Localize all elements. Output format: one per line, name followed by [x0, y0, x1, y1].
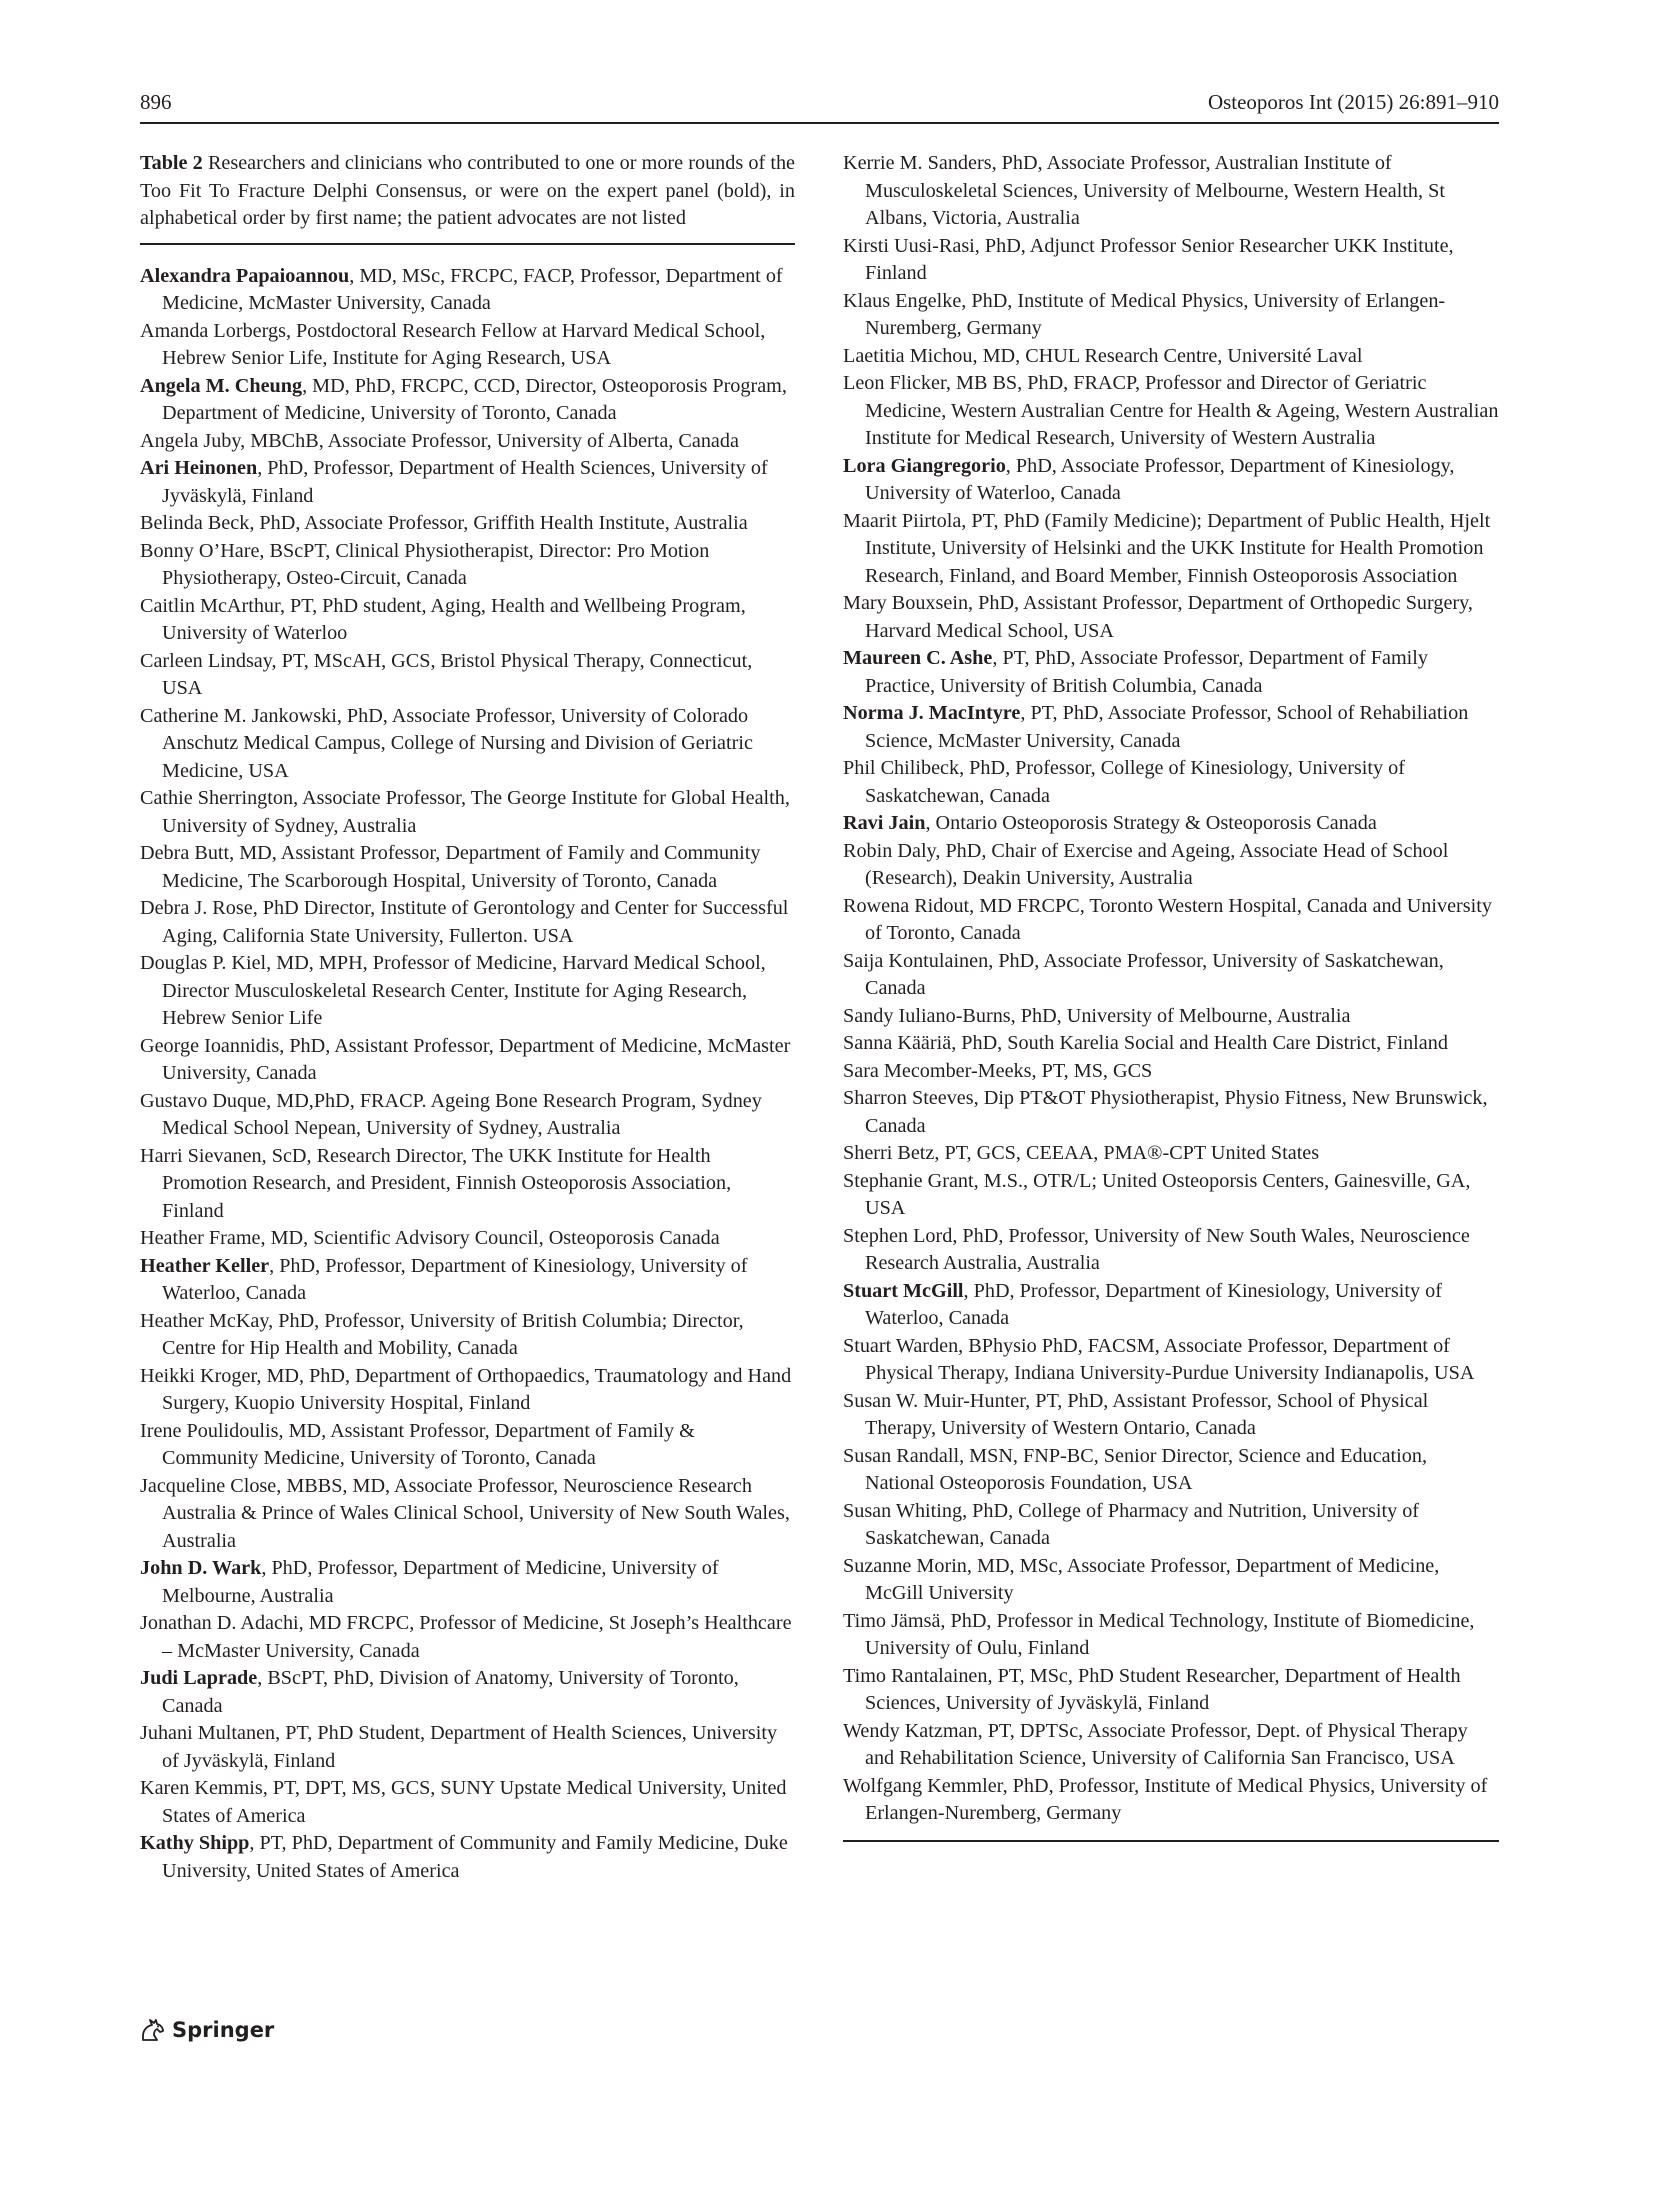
- contributor-details: , PT, MS, GCS: [1031, 1059, 1153, 1082]
- contributor-details: , PhD, Institute of Medical Physics, University of Erlangen-Nuremberg, Germany: [865, 289, 1446, 339]
- contributor-details: , MD FRCPC, Professor of Medicine, St Joseph’s Healthcare – McMaster University, Canada: [162, 1612, 792, 1662]
- contributor-entry: [140, 1033, 795, 1088]
- table-label: Table 2: [140, 152, 203, 174]
- contributor-details: , MD, PhD, Department of Orthopaedics, Traumatology and Hand Surgery, Kuopio University Hospital, Finland: [162, 1364, 792, 1414]
- contributor-details: , PhD, Adjunct Professor Senior Researcher UKK Institute, Finland: [865, 234, 1454, 284]
- contributor-name: Heather Keller: [140, 1254, 270, 1277]
- contributor-name: Belinda Beck: [140, 512, 250, 534]
- contributor-entry: [843, 1003, 1499, 1031]
- contributor-name: Kerrie M. Sanders: [843, 152, 992, 174]
- contributor-entry: [140, 428, 795, 456]
- contributor-details: , PhD, Associate Professor, Griffith Health Institute, Australia: [249, 512, 748, 534]
- contributor-entry: [140, 455, 795, 510]
- contributor-entry: [843, 700, 1499, 755]
- contributor-entry: [843, 1718, 1499, 1773]
- contributor-details: , PhD, South Karelia Social and Health Care District, Finland: [951, 1032, 1448, 1054]
- contributor-name: Jonathan D. Adachi: [140, 1612, 299, 1634]
- publisher-footer: [140, 2017, 274, 2043]
- contributor-name: Heikki Kroger: [140, 1364, 257, 1387]
- contributor-entry: [843, 755, 1499, 810]
- contributor-name: Sharron Steeves: [843, 1087, 974, 1109]
- contributor-entry: [140, 1225, 795, 1253]
- right-column: [843, 150, 1499, 1842]
- table-end-rule: [843, 1840, 1499, 1842]
- contributor-entry: [843, 1333, 1499, 1388]
- contributor-details: , MB BS, PhD, FRACP, Professor and Director of Geriatric Medicine, Western Australian Centre for Health & Ageing, Western Australian Institute for Medical Research, University of Western Australia: [865, 372, 1499, 449]
- contributor-details: , MD, Scientific Advisory Council, Osteoporosis Canada: [260, 1227, 720, 1249]
- contributor-details: , PhD, Associate Professor, Department of Kinesiology, University of Waterloo, Canada: [865, 454, 1455, 504]
- contributor-entry: [140, 318, 795, 373]
- contributor-details: , MD, PhD, FRCPC, CCD, Director, Osteoporosis Program, Department of Medicine, University of Toronto, Canada: [162, 374, 787, 424]
- contributor-entry: [843, 645, 1499, 700]
- contributor-entry: [843, 838, 1499, 893]
- journal-reference: Osteoporos Int (2015) 26:891–910: [1207, 90, 1499, 114]
- contributor-name: Ari Heinonen: [140, 457, 258, 479]
- contributor-entry: [140, 263, 795, 318]
- contributor-name: Maureen C. Ashe: [843, 647, 993, 669]
- contributor-name: Susan W. Muir-Hunter: [843, 1389, 1026, 1412]
- contributor-details: , MBChB, Associate Professor, University of Alberta, Canada: [240, 429, 739, 452]
- contributor-entry: [140, 1720, 795, 1775]
- contributor-entry: [140, 1418, 795, 1473]
- contributor-name: Stuart Warden: [843, 1334, 959, 1357]
- contributor-name: Catherine M. Jankowski: [140, 704, 337, 727]
- contributor-details: , ScD, Research Director, The UKK Institute for Health Promotion Research, and President, Finnish Osteoporosis Association, Finland: [162, 1144, 732, 1222]
- contributor-entry: [140, 1308, 795, 1363]
- contributor-name: Juhani Multanen: [140, 1722, 276, 1744]
- contributor-name: Saija Kontulainen: [843, 949, 989, 972]
- contributor-name: Harri Sievanen: [140, 1144, 262, 1167]
- contributor-details: , PhD, Associate Professor, Australian Institute of Musculoskeletal Sciences, University of Melbourne, Western Health, St Albans, Victoria, Australia: [865, 152, 1445, 229]
- contributor-entry: [843, 1443, 1499, 1498]
- contributor-name: Timo Rantalainen: [843, 1664, 988, 1687]
- contributor-details: , MD, Assistant Professor, Department of Family & Community Medicine, University of Toronto, Canada: [162, 1419, 695, 1469]
- contributor-name: Sherri Betz: [843, 1142, 935, 1164]
- contributor-name: George Ioannidis: [140, 1034, 280, 1057]
- contributor-name: Wolfgang Kemmler: [843, 1774, 1003, 1797]
- contributor-details: , PT, PhD (Family Medicine); Department of Public Health, Hjelt Institute, University of Helsinki and the UKK Institute for Health Promotion Research, Finland, and Board Member, Finnish Osteoporosis Association: [865, 509, 1491, 587]
- contributor-entry: [140, 1665, 795, 1720]
- contributor-details: , PhD, Professor, Department of Health Sciences, University of Jyväskylä, Finland: [162, 457, 768, 507]
- contributor-details: , PT, PhD, Department of Community and Family Medicine, Duke University, United States of America: [162, 1832, 788, 1882]
- contributor-details: , PT, PhD Student, Department of Health Sciences, University of Jyväskylä, Finland: [162, 1722, 778, 1772]
- contributor-details: , PT, PhD, Associate Professor, Department of Family Practice, University of British Columbia, Canada: [865, 647, 1428, 697]
- contributor-entry: [843, 1085, 1499, 1140]
- contributor-entry: [140, 1363, 795, 1418]
- contributor-name: Mary Bouxsein: [843, 592, 969, 614]
- contributor-name: Sandy Iuliano-Burns: [843, 1004, 1011, 1027]
- contributor-details: , MD, MPH, Professor of Medicine, Harvard Medical School, Director Musculoskeletal Research Center, Institute for Aging Research, Hebrew Senior Life: [162, 952, 766, 1029]
- contributor-name: Angela Juby: [140, 429, 241, 452]
- contributor-name: Norma J. MacIntyre: [843, 702, 1021, 724]
- left-column: [140, 150, 795, 1885]
- contributor-name: Carleen Lindsay: [140, 649, 272, 672]
- contributor-entry: [843, 948, 1499, 1003]
- contributor-name: Rowena Ridout: [843, 894, 970, 917]
- contributor-name: Maarit Piirtola: [843, 509, 962, 532]
- contributor-details: , PhD, Assistant Professor, Department of Orthopedic Surgery, Harvard Medical School, USA: [865, 592, 1473, 642]
- contributor-entry: [843, 1498, 1499, 1553]
- contributor-list-right: [843, 150, 1499, 1828]
- springer-horse-icon: [140, 2017, 166, 2043]
- contributor-entry: [140, 1775, 795, 1830]
- contributor-name: Stephen Lord: [843, 1224, 953, 1247]
- contributor-name: Phil Chilibeck: [843, 757, 960, 779]
- contributor-name: Stuart McGill: [843, 1279, 964, 1302]
- contributor-entry: [843, 508, 1499, 591]
- contributor-details: , PT, DPT, MS, GCS, SUNY Upstate Medical University, United States of America: [162, 1777, 787, 1827]
- contributor-details: , PhD, Professor, Department of Kinesiology, University of Waterloo, Canada: [865, 1279, 1442, 1329]
- header-rule: [140, 122, 1499, 124]
- contributor-name: Leon Flicker: [843, 372, 946, 394]
- contributor-entry: [843, 1168, 1499, 1223]
- publisher-name: Springer: [172, 2018, 275, 2042]
- contributor-entry: [140, 1253, 795, 1308]
- contributor-details: , Dip PT&OT Physiotherapist, Physio Fitness, New Brunswick, Canada: [865, 1087, 1488, 1137]
- contributor-entry: [843, 1388, 1499, 1443]
- contributor-entry: [140, 1610, 795, 1665]
- contributor-entry: [843, 1773, 1499, 1828]
- contributor-entry: [843, 370, 1499, 453]
- contributor-details: , PhD, Associate Professor, University of Saskatchewan, Canada: [865, 949, 1444, 999]
- contributor-name: Kirsti Uusi-Rasi: [843, 234, 975, 257]
- contributor-details: , MD, CHUL Research Centre, Université Laval: [972, 344, 1363, 367]
- contributor-name: Robin Daly: [843, 839, 936, 862]
- contributor-details: , PhD, Assistant Professor, Department of Medicine, McMaster University, Canada: [162, 1034, 791, 1084]
- contributor-name: Klaus Engelke: [843, 289, 962, 312]
- contributor-details: , MD,PhD, FRACP. Ageing Bone Research Program, Sydney Medical School Nepean, University of Sydney, Australia: [162, 1089, 762, 1139]
- contributor-details: , BScPT, PhD, Division of Anatomy, University of Toronto, Canada: [162, 1667, 739, 1717]
- contributor-entry: [843, 1663, 1499, 1718]
- contributor-entry: [140, 1555, 795, 1610]
- contributor-name: John D. Wark: [140, 1557, 262, 1579]
- contributor-details: , PhD, Professor, College of Kinesiology, University of Saskatchewan, Canada: [865, 757, 1405, 807]
- contributor-details: , PT, PhD, Assistant Professor, School of Physical Therapy, University of Western Ontario, Canada: [865, 1389, 1429, 1439]
- contributor-details: , PhD Director, Institute of Gerontology and Center for Successful Aging, California State University, Fullerton. USA: [162, 897, 789, 947]
- contributor-name: Wendy Katzman: [843, 1719, 978, 1742]
- contributor-name: Susan Randall: [843, 1444, 960, 1467]
- contributor-entry: [843, 1278, 1499, 1333]
- contributor-details: , Associate Professor, The George Institute for Global Health, University of Sydney, Australia: [162, 787, 790, 837]
- contributor-details: , PhD, Professor in Medical Technology, Institute of Biomedicine, University of Oulu, Finland: [865, 1609, 1475, 1659]
- contributor-entry: [843, 288, 1499, 343]
- contributor-entry: [140, 538, 795, 593]
- contributor-name: Suzanne Morin: [843, 1554, 967, 1577]
- contributor-name: Stephanie Grant: [843, 1169, 974, 1192]
- contributor-details: , PT, DPTSc, Associate Professor, Dept. of Physical Therapy and Rehabilitation Science, University of California San Francisco, USA: [865, 1719, 1468, 1769]
- contributor-details: , PhD, Chair of Exercise and Ageing, Associate Head of School (Research), Deakin University, Australia: [865, 839, 1449, 889]
- contributor-name: Lora Giangregorio: [843, 454, 1006, 477]
- contributor-entry: [843, 590, 1499, 645]
- contributor-details: , PhD, College of Pharmacy and Nutrition, University of Saskatchewan, Canada: [865, 1499, 1420, 1549]
- contributor-name: Alexandra Papaioannou: [140, 264, 350, 287]
- contributor-name: Amanda Lorbergs: [140, 319, 286, 342]
- contributor-name: Bonny O’Hare: [140, 539, 260, 562]
- contributor-name: Timo Jämsä: [843, 1609, 941, 1632]
- contributor-details: , PhD, Professor, Institute of Medical Physics, University of Erlangen-Nuremberg, Germany: [865, 1774, 1488, 1824]
- contributor-entry: [140, 648, 795, 703]
- contributor-name: Heather Frame: [140, 1227, 261, 1249]
- contributor-name: Caitlin McArthur: [140, 594, 280, 617]
- contributor-details: , MD, MSc, FRCPC, FACP, Professor, Department of Medicine, McMaster University, Canada: [162, 264, 783, 314]
- contributor-entry: [843, 893, 1499, 948]
- contributor-entry: [843, 453, 1499, 508]
- contributor-entry: [843, 1140, 1499, 1168]
- contributor-entry: [843, 233, 1499, 288]
- contributor-name: Karen Kemmis: [140, 1777, 263, 1799]
- contributor-name: Cathie Sherrington: [140, 787, 294, 809]
- contributor-name: Kathy Shipp: [140, 1832, 250, 1854]
- contributor-name: Susan Whiting: [843, 1499, 963, 1522]
- contributor-details: , Ontario Osteoporosis Strategy & Osteoporosis Canada: [925, 812, 1377, 834]
- contributor-entry: [140, 1830, 795, 1885]
- contributor-entry: [843, 1223, 1499, 1278]
- contributor-details: , BScPT, Clinical Physiotherapist, Director: Pro Motion Physiotherapy, Osteo-Circuit, Canada: [162, 539, 710, 589]
- contributor-entry: [843, 1030, 1499, 1058]
- contributor-details: , MD, Assistant Professor, Department of Family and Community Medicine, The Scarborough Hospital, University of Toronto, Canada: [162, 842, 761, 892]
- contributor-details: , PhD, Professor, Department of Medicine, University of Melbourne, Australia: [162, 1557, 719, 1607]
- contributor-details: , MSN, FNP-BC, Senior Director, Science and Education, National Osteoporosis Foundation, USA: [865, 1444, 1427, 1494]
- contributor-name: Gustavo Duque: [140, 1089, 267, 1112]
- contributor-details: , M.S., OTR/L; United Osteoporsis Centers, Gainesville, GA, USA: [865, 1169, 1471, 1219]
- caption-rule: [140, 243, 795, 245]
- contributor-name: Sanna Kääriä: [843, 1032, 952, 1054]
- contributor-details: , PhD, University of Melbourne, Australia: [1010, 1004, 1351, 1027]
- contributor-name: Angela M. Cheung: [140, 374, 303, 397]
- contributor-entry: [140, 703, 795, 786]
- contributor-name: Sara Mecomber-Meeks: [843, 1059, 1032, 1082]
- contributor-entry: [140, 950, 795, 1033]
- contributor-details: , Postdoctoral Research Fellow at Harvard Medical School, Hebrew Senior Life, Institute for Aging Research, USA: [162, 319, 766, 369]
- contributor-details: , BPhysio PhD, FACSM, Associate Professor, Department of Physical Therapy, Indiana University-Purdue University Indianapolis, USA: [865, 1334, 1475, 1384]
- contributor-details: , PhD, Professor, University of British Columbia; Director, Centre for Hip Health and Mobility, Canada: [162, 1309, 744, 1359]
- table-caption: [140, 150, 795, 233]
- contributor-name: Jacqueline Close: [140, 1474, 277, 1497]
- contributor-details: , PhD, Professor, University of New South Wales, Neuroscience Research Australia, Australia: [865, 1224, 1470, 1274]
- contributor-entry: [843, 343, 1499, 371]
- contributor-name: Laetitia Michou: [843, 344, 973, 367]
- contributor-entry: [140, 510, 795, 538]
- contributor-entry: [843, 1553, 1499, 1608]
- contributor-details: , MD FRCPC, Toronto Western Hospital, Canada and University of Toronto, Canada: [865, 894, 1492, 944]
- contributor-details: , PT, PhD student, Aging, Health and Wellbeing Program, University of Waterloo: [162, 594, 746, 644]
- contributor-entry: [140, 1473, 795, 1556]
- contributor-details: , PT, PhD, Associate Professor, School of Rehabiliation Science, McMaster University, Canada: [865, 702, 1469, 752]
- contributor-name: Ravi Jain: [843, 812, 926, 834]
- contributor-details: , PhD, Professor, Department of Kinesiology, University of Waterloo, Canada: [162, 1254, 748, 1304]
- contributor-details: , MBBS, MD, Associate Professor, Neuroscience Research Australia & Prince of Wales Clinical School, University of New South Wales, Australia: [162, 1474, 790, 1552]
- contributor-details: , MD, MSc, Associate Professor, Department of Medicine, McGill University: [865, 1554, 1440, 1604]
- contributor-entry: [140, 1143, 795, 1226]
- contributor-entry: [140, 785, 795, 840]
- contributor-entry: [843, 810, 1499, 838]
- table-caption-text: Researchers and clinicians who contributed to one or more rounds of the Too Fit To Fracture Delphi Consensus, or were on the expert panel (bold), in alphabetical order by first name; the patient advocates are not listed: [140, 152, 796, 229]
- contributor-name: Irene Poulidoulis: [140, 1419, 279, 1442]
- contributor-entry: [843, 1608, 1499, 1663]
- contributor-name: Douglas P. Kiel: [140, 952, 267, 974]
- contributor-entry: [140, 895, 795, 950]
- contributor-entry: [843, 1058, 1499, 1086]
- contributor-name: Heather McKay: [140, 1309, 269, 1332]
- page-number: 896: [140, 90, 172, 114]
- contributor-name: Judi Laprade: [140, 1667, 258, 1689]
- contributor-entry: [140, 373, 795, 428]
- contributor-entry: [140, 593, 795, 648]
- contributor-details: , PT, MSc, PhD Student Researcher, Department of Health Sciences, University of Jyväskylä, Finland: [865, 1664, 1461, 1714]
- contributor-name: Debra J. Rose: [140, 897, 253, 919]
- contributor-details: , PT, GCS, CEEAA, PMA®-CPT United States: [934, 1142, 1320, 1164]
- contributor-details: , PT, MScAH, GCS, Bristol Physical Therapy, Connecticut, USA: [162, 649, 753, 699]
- contributor-list-left: [140, 263, 795, 1886]
- contributor-entry: [843, 150, 1499, 233]
- contributor-details: , PhD, Associate Professor, University of Colorado Anschutz Medical Campus, College of Nursing and Division of Geriatric Medicine, USA: [162, 704, 753, 782]
- contributor-entry: [140, 840, 795, 895]
- contributor-name: Debra Butt: [140, 842, 230, 864]
- contributor-entry: [140, 1088, 795, 1143]
